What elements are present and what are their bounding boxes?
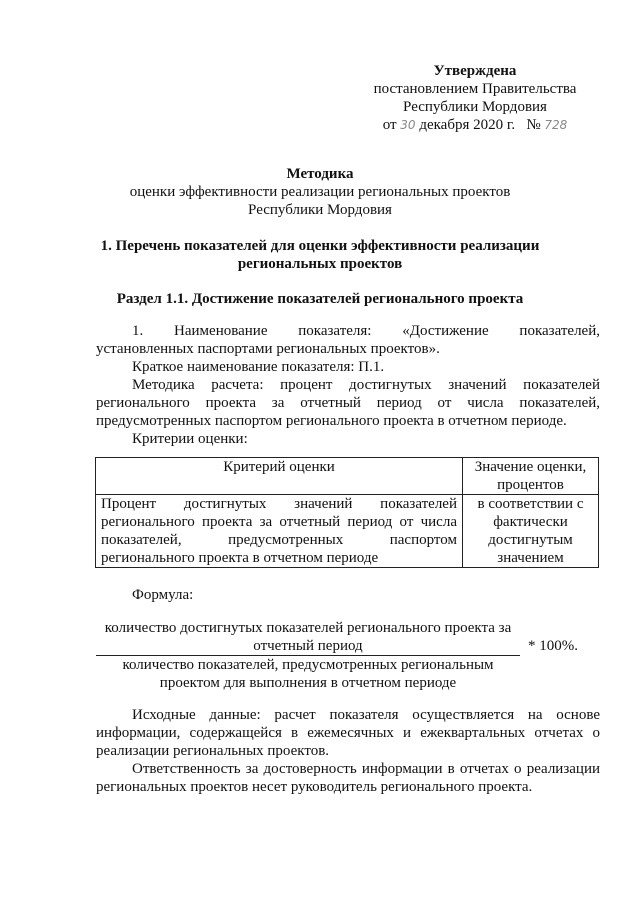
table-row [96, 495, 599, 568]
p4: Критерии оценки: [132, 431, 248, 447]
section-heading-2: региональных проектов [237, 256, 403, 272]
table-header-value: Значение оценки, процентов [463, 458, 599, 495]
p5-line3: реализации региональных проектов. [96, 743, 330, 759]
p6-line1: Ответственность за достоверность информации в отчетах о реализации [132, 761, 600, 777]
approval-region: Республики Мордовия [403, 99, 547, 115]
table-cell-criterion: Процент достигнутых значений показателей регионального проекта за отчетный период от числа показателей, предусмотренных паспортом регионального проекта в отчетном периоде [96, 495, 463, 568]
p5-line2: информации, содержащейся в ежемесячных и ежеквартальных отчетах о [96, 725, 600, 741]
p1-line2: установленных паспортами региональных проектов». [96, 341, 440, 357]
p1-line1: 1. Наименование показателя: «Достижение показателей, [132, 323, 600, 339]
formula-denominator-2: проектом для выполнения в отчетном периоде [159, 675, 457, 691]
p3-line1: Методика расчета: процент достигнутых значений показателей [132, 377, 600, 393]
section-heading-1: 1. Перечень показателей для оценки эффективности реализации [100, 238, 540, 254]
subsection-heading: Раздел 1.1. Достижение показателей регионального проекта [116, 291, 524, 307]
p6-line2: региональных проектов несет руководитель регионального проекта. [96, 779, 533, 795]
doc-subtitle-1: оценки эффективности реализации региональных проектов [129, 184, 511, 200]
approval-title: Утверждена [433, 63, 517, 79]
table-cell-value: в соответствии с фактически достигнутым значением [463, 495, 599, 568]
doc-title: Методика [286, 166, 354, 182]
p5-line1: Исходные данные: расчет показателя осуществляется на основе [132, 707, 600, 723]
formula-multiplier: * 100%. [528, 638, 578, 654]
formula-label: Формула: [132, 587, 194, 603]
doc-subtitle-2: Республики Мордовия [248, 202, 392, 218]
approval-day-handwritten: 30 [400, 118, 416, 132]
approval-decree: постановлением Правительства [373, 81, 577, 97]
approval-block [330, 62, 620, 134]
formula-denominator-1: количество показателей, предусмотренных региональным [122, 657, 494, 673]
table-header-criterion: Критерий оценки [96, 458, 463, 495]
approval-date: от 30 декабря 2020 г. № 728 [382, 117, 568, 133]
criteria-table [95, 457, 599, 568]
p3-line2: регионального проекта за отчетный период от числа показателей, [96, 395, 600, 411]
formula-numerator-2: отчетный период [253, 638, 363, 654]
formula-numerator-1: количество достигнутых показателей регионального проекта за [104, 620, 512, 636]
p2: Краткое наименование показателя: П.1. [132, 359, 385, 375]
p3-line3: предусмотренных паспортом регионального проекта в отчетном периоде. [96, 413, 567, 429]
table-header-row [96, 458, 599, 495]
approval-number-handwritten: 728 [544, 118, 568, 132]
